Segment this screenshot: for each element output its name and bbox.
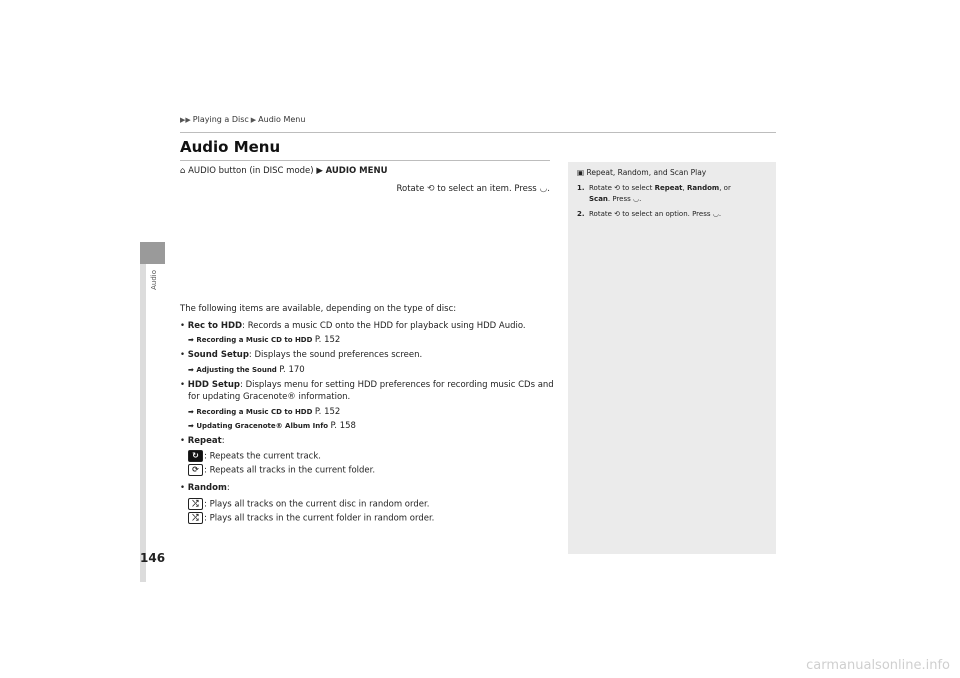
list-item: • HDD Setup: Displays menu for setting HDD preferences for recording music CDs and for updating Gracenote® information. xyxy=(180,379,554,402)
repeat-folder-icon: ⟳ xyxy=(188,464,203,476)
knob-rotate-icon: ⟲ xyxy=(427,184,435,194)
step-text xyxy=(589,209,721,220)
xref-page: P. 170 xyxy=(279,364,305,375)
sub-item-text: : Repeats the current track. xyxy=(204,451,321,462)
step-rotate: Rotate xyxy=(589,184,612,192)
step-end: . xyxy=(639,195,642,203)
breadcrumb-arrow-icon: ▶▶ xyxy=(180,115,191,124)
step-rest: to select an option. Press xyxy=(622,210,711,218)
step-comma: , xyxy=(682,184,685,192)
list-item: • Random: xyxy=(180,483,230,493)
step-text xyxy=(589,183,731,205)
note-panel xyxy=(568,162,776,554)
option-scan: Scan xyxy=(589,195,608,203)
item-desc: : Displays menu for setting HDD preferences for recording music CDs and for updating Gracenote® information. xyxy=(188,379,554,402)
knob-press-icon: ◡ xyxy=(539,184,548,194)
note-icon: ▣ xyxy=(577,168,585,177)
sub-item xyxy=(188,464,560,477)
item-label: Repeat xyxy=(187,435,222,446)
step-press: . Press xyxy=(607,195,631,203)
breadcrumb xyxy=(180,115,305,124)
note-steps xyxy=(577,183,772,222)
sub-item-text: : Plays all tracks on the current disc in random order. xyxy=(204,499,430,509)
header-divider xyxy=(180,132,776,133)
instruction-end: . xyxy=(547,184,550,194)
knob-rotate-icon: ⟲ xyxy=(614,184,621,192)
breadcrumb-item-1[interactable]: Playing a Disc xyxy=(192,115,249,124)
side-label: Audio xyxy=(150,270,158,290)
menu-path-target: AUDIO MENU xyxy=(325,166,388,176)
cross-reference[interactable] xyxy=(188,421,560,432)
list-item: • Repeat: xyxy=(180,435,225,446)
note-heading-text: Repeat, Random, and Scan Play xyxy=(586,168,707,177)
knob-press-icon: ◡ xyxy=(712,210,719,218)
side-bar xyxy=(140,242,146,582)
note-step-1 xyxy=(577,183,772,205)
step-end: . xyxy=(718,210,722,218)
cross-reference[interactable] xyxy=(188,365,560,376)
sub-item xyxy=(188,498,560,511)
breadcrumb-arrow-icon: ▶ xyxy=(250,115,257,124)
random-disc-icon: ⤮ xyxy=(188,498,203,510)
page-title: Audio Menu xyxy=(180,138,281,156)
xref-arrow-icon: ➡ xyxy=(188,407,194,416)
xref-title: Recording a Music CD to HDD xyxy=(196,407,313,416)
item-desc: : Displays the sound preferences screen. xyxy=(248,350,423,360)
random-folder-icon: ⤮ xyxy=(188,512,203,524)
note-heading xyxy=(577,168,706,177)
xref-page: P. 158 xyxy=(330,420,356,431)
item-desc: : Records a music CD onto the HDD for playback using HDD Audio. xyxy=(242,320,526,331)
option-random: Random xyxy=(687,184,720,192)
xref-arrow-icon: ➡ xyxy=(188,336,194,344)
item-label: Rec to HDD xyxy=(187,320,243,331)
xref-title: Recording a Music CD to HDD xyxy=(196,336,313,344)
item-label: HDD Setup xyxy=(187,379,240,390)
cross-reference[interactable] xyxy=(188,407,560,418)
page-number: 146 xyxy=(140,551,166,565)
home-icon: ⌂ xyxy=(180,166,186,176)
instruction-select: to select an item. Press xyxy=(437,184,537,194)
xref-page: P. 152 xyxy=(314,406,341,417)
step-number: 1. xyxy=(577,184,585,192)
instruction-rotate: Rotate xyxy=(396,184,425,194)
item-label: Sound Setup xyxy=(187,350,249,360)
sub-item-text: : Plays all tracks in the current folder in random order. xyxy=(204,513,435,523)
sub-item-text: : Repeats all tracks in the current folder. xyxy=(204,465,376,476)
instruction xyxy=(396,184,550,194)
note-step-2 xyxy=(577,209,772,220)
intro-text: The following items are available, depending on the type of disc: xyxy=(180,304,457,314)
xref-title: Updating Gracenote® Album Info xyxy=(196,421,329,430)
xref-arrow-icon: ➡ xyxy=(188,365,194,374)
xref-page: P. 152 xyxy=(314,335,341,345)
item-desc: : xyxy=(221,435,225,446)
step-number: 2. xyxy=(577,210,585,218)
xref-arrow-icon: ➡ xyxy=(188,421,194,430)
breadcrumb-item-2[interactable]: Audio Menu xyxy=(258,115,306,124)
list-item: • Rec to HDD: Records a music CD onto the HDD for playback using HDD Audio. xyxy=(180,320,526,331)
list-item: • Sound Setup: Displays the sound preferences screen. xyxy=(180,350,423,360)
item-desc: : xyxy=(226,483,230,493)
side-tab xyxy=(140,242,165,264)
sub-item xyxy=(188,512,560,525)
sub-item xyxy=(188,450,560,463)
step-or: , or xyxy=(719,184,731,192)
knob-press-icon: ◡ xyxy=(633,195,640,203)
xref-title: Adjusting the Sound xyxy=(196,365,277,374)
item-label: Random xyxy=(187,483,227,493)
menu-path xyxy=(180,166,387,176)
knob-rotate-icon: ⟲ xyxy=(614,210,621,218)
menu-path-prefix: AUDIO button (in DISC mode) xyxy=(188,166,314,176)
step-to-select: to select xyxy=(622,184,653,192)
step-rotate: Rotate xyxy=(589,210,612,218)
footer-watermark: carmanualsonline.info xyxy=(806,658,950,673)
main-content xyxy=(180,303,560,526)
option-repeat: Repeat xyxy=(654,184,683,192)
repeat-track-icon: ↻ xyxy=(188,450,203,462)
cross-reference[interactable] xyxy=(188,335,560,346)
path-arrow-icon: ▶ xyxy=(316,166,323,176)
title-divider xyxy=(180,160,550,161)
